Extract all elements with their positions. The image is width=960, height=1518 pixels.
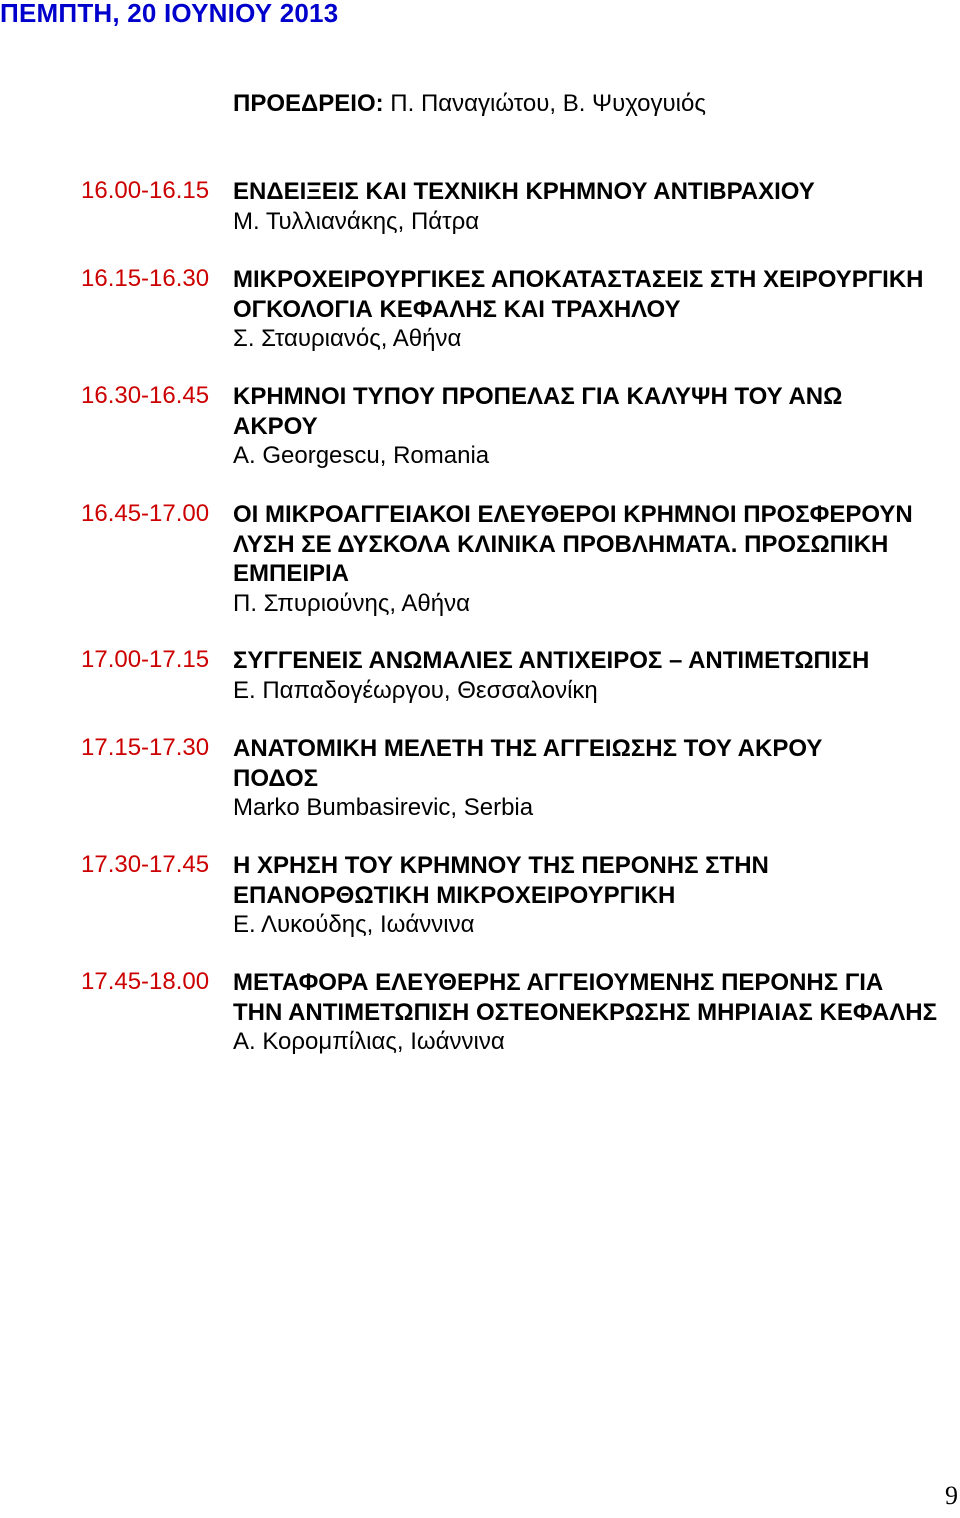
session-speaker: Σ. Σταυριανός, Αθήνα [233,325,462,352]
page-number: 9 [945,1481,958,1510]
session-body [233,968,938,1057]
session-time: 17.15-17.30 [81,734,210,761]
session-body [233,265,953,354]
session-time: 17.30-17.45 [81,851,210,878]
session-speaker: Π. Σπυριούνης, Αθήνα [233,589,470,617]
session-title: ΟΙ ΜΙΚΡΟΑΓΓΕΙΑΚΟΙ ΕΛΕΥΘΕΡΟΙ ΚΡΗΜΝΟΙ ΠΡΟΣΦΕΡΟΥΝ ΛΥΣΗ ΣΕ ΔΥΣΚΟΛΑ ΚΛΙΝΙΚΑ ΠΡΟΒΛΗΜΑΤΑ. ΠΡΟΣΩΠΙΚΗ ΕΜΠΕΙΡΙΑ [233,501,913,587]
session-title: ΕΝΔΕΙΞΕΙΣ ΚΑΙ ΤΕΧΝΙΚΗ ΚΡΗΜΝΟΥ ΑΝΤΙΒΡΑΧΙΟΥ [233,178,815,205]
session-body [233,851,833,940]
session-speaker: Α. Κορομπίλιας, Ιωάννινα [233,1028,505,1055]
chairs-line [233,90,706,118]
session-title: ΑΝΑΤΟΜΙΚΗ ΜΕΛΕΤΗ ΤΗΣ ΑΓΓΕΙΩΣΗΣ ΤΟΥ ΑΚΡΟΥ ΠΟΔΟΣ [233,735,823,792]
session-time: 17.00-17.15 [81,646,210,673]
session-speaker: Ε. Λυκούδης, Ιωάννινα [233,911,475,938]
session-time: 16.45-17.00 [81,500,210,527]
session-body [233,500,958,618]
session-title: ΜΙΚΡΟΧΕΙΡΟΥΡΓΙΚΕΣ ΑΠΟΚΑΤΑΣΤΑΣΕΙΣ ΣΤΗ ΧΕΙΡΟΥΡΓΙΚΗ ΟΓΚΟΛΟΓΙΑ ΚΕΦΑΛΗΣ ΚΑΙ ΤΡΑΧΗΛΟΥ [233,266,924,323]
session-time: 17.45-18.00 [81,968,210,995]
chairs-names: Π. Παναγιώτου, Β. Ψυχογυιός [383,90,706,117]
session-speaker: A. Georgescu, Romania [233,442,490,469]
session-body [233,734,893,823]
session-title: Η ΧΡΗΣΗ ΤΟΥ ΚΡΗΜΝΟΥ ΤΗΣ ΠΕΡΟΝΗΣ ΣΤΗΝ ΕΠΑΝΟΡΘΩΤΙΚΗ ΜΙΚΡΟΧΕΙΡΟΥΡΓΙΚΗ [233,852,769,909]
session-title: ΜΕΤΑΦΟΡΑ ΕΛΕΥΘΕΡΗΣ ΑΓΓΕΙΟΥΜΕΝΗΣ ΠΕΡΟΝΗΣ ΓΙΑ ΤΗΝ ΑΝΤΙΜΕΤΩΠΙΣΗ ΟΣΤΕΟΝΕΚΡΩΣΗΣ ΜΗΡΙΑΙΑΣ ΚΕΦΑΛΗΣ [233,969,937,1026]
session-time: 16.15-16.30 [81,265,210,292]
session-body [233,646,958,705]
session-body [233,177,958,236]
page-date-header: ΠΕΜΠΤΗ, 20 ΙΟΥΝΙΟΥ 2013 [0,0,339,28]
session-speaker: Marko Bumbasirevic, Serbia [233,794,534,821]
session-title: ΚΡΗΜΝΟΙ ΤΥΠΟΥ ΠΡΟΠΕΛΑΣ ΓΙΑ ΚΑΛΥΨΗ ΤΟΥ ΑΝΩ ΑΚΡΟΥ [233,383,843,440]
session-speaker: Ε. Παπαδογέωργου, Θεσσαλονίκη [233,676,598,704]
session-body [233,382,913,471]
chairs-label: ΠΡΟΕΔΡΕΙΟ: [233,90,384,117]
session-time: 16.00-16.15 [81,177,210,204]
session-title: ΣΥΓΓΕΝΕΙΣ ΑΝΩΜΑΛΙΕΣ ΑΝΤΙΧΕΙΡΟΣ – ΑΝΤΙΜΕΤΩΠΙΣΗ [233,647,870,674]
session-speaker: Μ. Τυλλιανάκης, Πάτρα [233,207,480,235]
session-time: 16.30-16.45 [81,382,210,409]
